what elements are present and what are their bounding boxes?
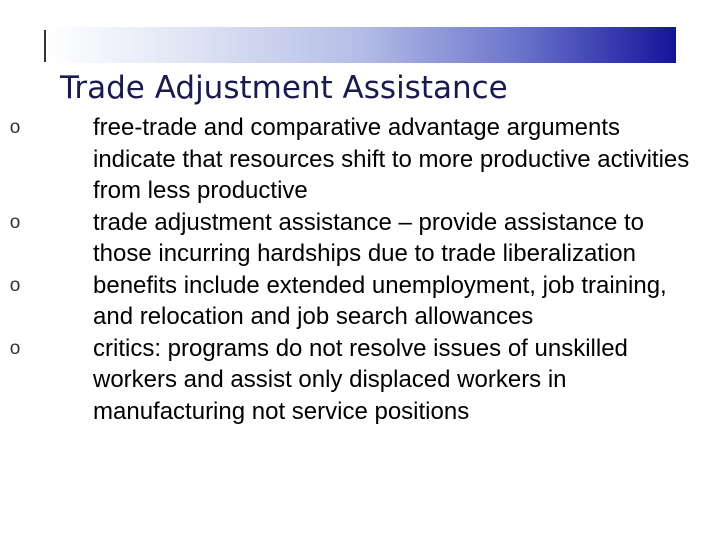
bullet-item [0,112,720,207]
circle-bullet-icon: o [9,211,21,233]
circle-bullet-icon: o [9,337,21,359]
bullet-text: free-trade and comparative advantage arguments indicate that resources shift to more productive activities from less productive [93,114,690,204]
bullet-list [0,112,720,427]
bullet-text: benefits include extended unemployment, job training, and relocation and job search allowances [93,271,667,330]
bullet-item [0,270,720,333]
bullet-item [0,207,720,270]
slide-title: Trade Adjustment Assistance [60,70,508,106]
bullet-item [0,333,720,428]
bullet-text: critics: programs do not resolve issues of unskilled workers and assist only displaced workers in manufacturing not service positions [93,334,628,425]
bullet-text: trade adjustment assistance – provide assistance to those incurring hardships due to trade liberalization [93,208,644,267]
title-gradient-bar [46,27,676,63]
circle-bullet-icon: o [9,117,21,138]
circle-bullet-icon: o [9,274,21,296]
